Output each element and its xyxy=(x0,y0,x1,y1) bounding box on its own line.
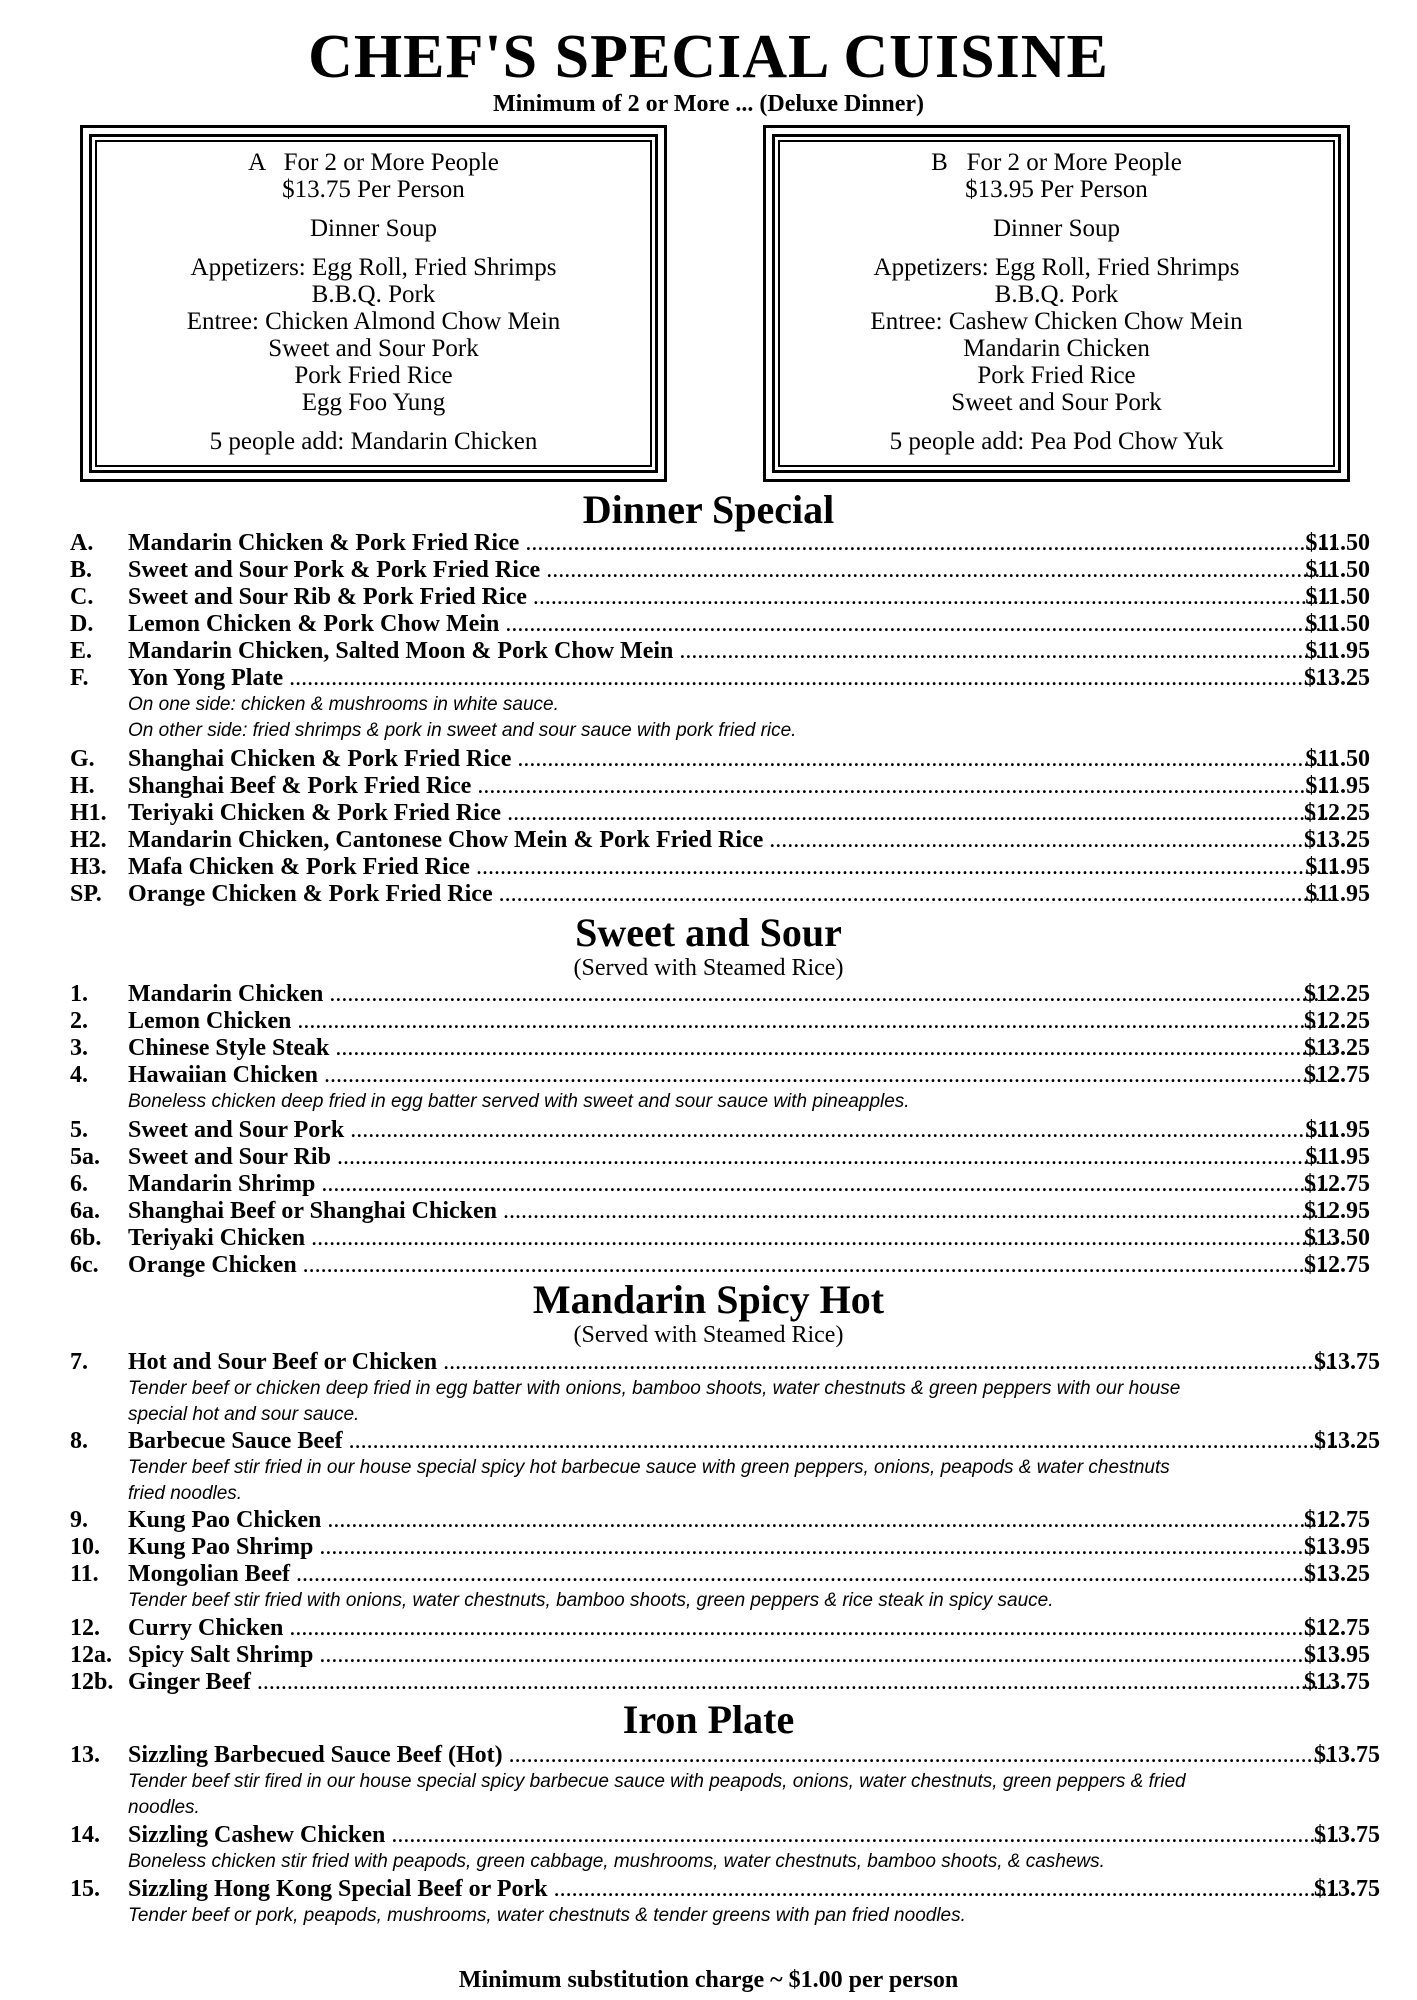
deluxe-line: Pork Fried Rice xyxy=(977,362,1136,389)
item-price: $13.95 xyxy=(1304,1534,1370,1560)
item-name: Sweet and Sour Pork & Pork Fried Rice ..... xyxy=(128,557,1338,584)
menu-item-row xyxy=(70,584,1370,611)
menu-subtitle: Minimum of 2 or More ... (Deluxe Dinner) xyxy=(492,91,925,117)
item-name: Orange Chicken ..... xyxy=(128,1252,1338,1279)
deluxe-price: $13.75 Per Person xyxy=(282,176,465,203)
item-code: 7. xyxy=(70,1349,88,1375)
item-description: On other side: fried shrimps & pork in sweet and sour sauce with pork fried rice. xyxy=(128,720,797,741)
item-code: 13. xyxy=(70,1742,100,1768)
item-price: $13.25 xyxy=(1304,1035,1370,1061)
deluxe-heading: A For 2 or More People xyxy=(248,149,499,176)
item-price: $11.95 xyxy=(1305,1117,1370,1143)
item-name: Orange Chicken & Pork Fried Rice ..... xyxy=(128,881,1338,908)
item-name: Sizzling Hong Kong Special Beef or Pork ..... xyxy=(128,1876,1338,1903)
deluxe-line: Sweet and Sour Pork xyxy=(268,335,479,362)
menu-item-row xyxy=(70,827,1370,854)
deluxe-line: Entree: Cashew Chicken Chow Mein xyxy=(870,308,1243,335)
deluxe-dinner-b xyxy=(763,125,1350,482)
item-price: $11.95 xyxy=(1305,854,1370,880)
menu-item-row xyxy=(70,557,1370,584)
item-name: Sizzling Barbecued Sauce Beef (Hot) ..... xyxy=(128,1742,1338,1769)
menu-item-row xyxy=(70,1171,1370,1198)
item-code: B. xyxy=(70,557,93,583)
section-subtitle: (Served with Steamed Rice) xyxy=(573,1322,844,1348)
menu-item-row xyxy=(70,611,1370,638)
item-code: C. xyxy=(70,584,94,610)
item-name: Sweet and Sour Rib ..... xyxy=(128,1144,1338,1171)
item-code: 15. xyxy=(70,1876,100,1902)
item-price: $13.25 xyxy=(1314,1428,1380,1454)
item-price: $12.25 xyxy=(1304,800,1370,826)
item-price: $13.25 xyxy=(1304,665,1370,691)
menu-item-row xyxy=(70,1198,1370,1225)
item-code: 6. xyxy=(70,1171,88,1197)
item-code: 14. xyxy=(70,1822,100,1848)
item-code: 9. xyxy=(70,1507,88,1533)
item-name: Spicy Salt Shrimp ..... xyxy=(128,1642,1338,1669)
item-name: Mandarin Chicken ..... xyxy=(128,981,1338,1008)
menu-item-row xyxy=(70,1876,1380,1903)
item-price: $11.95 xyxy=(1305,773,1370,799)
item-name: Sweet and Sour Rib & Pork Fried Rice ..... xyxy=(128,584,1338,611)
item-price: $11.50 xyxy=(1305,557,1370,583)
item-name: Sweet and Sour Pork ..... xyxy=(128,1117,1338,1144)
item-name: Chinese Style Steak ..... xyxy=(128,1035,1338,1062)
deluxe-line: Egg Foo Yung xyxy=(301,389,446,416)
item-code: 2. xyxy=(70,1008,88,1034)
item-name: Mandarin Shrimp ..... xyxy=(128,1171,1338,1198)
deluxe-soup: Dinner Soup xyxy=(309,215,438,242)
item-price: $12.75 xyxy=(1304,1171,1370,1197)
item-code: 1. xyxy=(70,981,88,1007)
menu-item-row xyxy=(70,1252,1370,1279)
deluxe-heading: B For 2 or More People xyxy=(931,149,1182,176)
item-name: Kung Pao Chicken ..... xyxy=(128,1507,1338,1534)
substitution-note: Minimum substitution charge ~ $1.00 per person xyxy=(458,1967,959,1993)
menu-item-row xyxy=(70,1428,1380,1455)
deluxe-line: B.B.Q. Pork xyxy=(994,281,1119,308)
item-description: fried noodles. xyxy=(128,1483,243,1504)
menu-item-row xyxy=(70,1642,1370,1669)
menu-item-row xyxy=(70,1742,1380,1769)
item-price: $12.25 xyxy=(1304,1008,1370,1034)
item-price: $13.75 xyxy=(1304,1669,1370,1695)
item-price: $12.25 xyxy=(1304,981,1370,1007)
item-price: $12.75 xyxy=(1304,1507,1370,1533)
item-code: 6b. xyxy=(70,1225,102,1251)
item-description: special hot and sour sauce. xyxy=(128,1404,360,1425)
item-code: 12b. xyxy=(70,1669,114,1695)
menu-item-row xyxy=(70,800,1370,827)
item-description: Boneless chicken deep fried in egg batter served with sweet and sour sauce with pineapples. xyxy=(128,1091,910,1112)
item-price: $12.75 xyxy=(1304,1615,1370,1641)
item-name: Mongolian Beef ..... xyxy=(128,1561,1338,1588)
menu-item-row xyxy=(70,530,1370,557)
deluxe-line: B.B.Q. Pork xyxy=(311,281,436,308)
menu-item-row xyxy=(70,1507,1370,1534)
menu-item-row xyxy=(70,1144,1370,1171)
item-price: $13.25 xyxy=(1304,1561,1370,1587)
section-title-dinner-special: Dinner Special xyxy=(582,487,835,532)
deluxe-line: Pork Fried Rice xyxy=(294,362,453,389)
item-code: F. xyxy=(70,665,89,691)
menu-item-row xyxy=(70,746,1370,773)
menu-item-row xyxy=(70,881,1370,908)
menu-item-row xyxy=(70,981,1370,1008)
menu-item-row xyxy=(70,638,1370,665)
item-price: $11.95 xyxy=(1305,881,1370,907)
item-name: Curry Chicken ..... xyxy=(128,1615,1338,1642)
item-price: $11.95 xyxy=(1305,1144,1370,1170)
menu-item-row xyxy=(70,1534,1370,1561)
item-code: SP. xyxy=(70,881,102,907)
item-code: 6a. xyxy=(70,1198,100,1224)
menu-item-row xyxy=(70,1225,1370,1252)
item-code: G. xyxy=(70,746,95,772)
item-code: 6c. xyxy=(70,1252,99,1278)
item-name: Hawaiian Chicken ..... xyxy=(128,1062,1338,1089)
item-price: $13.75 xyxy=(1314,1742,1380,1768)
item-price: $11.50 xyxy=(1305,584,1370,610)
item-name: Mandarin Chicken, Salted Moon & Pork Chow Mein ..... xyxy=(128,638,1338,665)
item-code: 5a. xyxy=(70,1144,100,1170)
item-price: $13.75 xyxy=(1314,1876,1380,1902)
item-description: Tender beef stir fried with onions, water chestnuts, bamboo shoots, green peppers & rice steak in spicy sauce. xyxy=(128,1590,1054,1611)
item-price: $12.75 xyxy=(1304,1252,1370,1278)
section-subtitle: (Served with Steamed Rice) xyxy=(573,955,844,981)
section-title-sweet-sour: Sweet and Sour xyxy=(575,910,842,955)
item-name: Hot and Sour Beef or Chicken ..... xyxy=(128,1349,1338,1376)
item-name: Yon Yong Plate ..... xyxy=(128,665,1338,692)
item-code: H1. xyxy=(70,800,107,826)
menu-title: CHEF'S SPECIAL CUISINE xyxy=(308,23,1109,91)
item-price: $13.25 xyxy=(1304,827,1370,853)
item-description: Tender beef or pork, peapods, mushrooms, water chestnuts & tender greens with pan fried noodles. xyxy=(128,1905,966,1926)
menu-item-row xyxy=(70,1008,1370,1035)
menu-item-row xyxy=(70,1822,1380,1849)
item-description: Tender beef or chicken deep fried in egg batter with onions, bamboo shoots, water chestnuts & green peppers with our house xyxy=(128,1378,1181,1399)
item-name: Mandarin Chicken, Cantonese Chow Mein & Pork Fried Rice ..... xyxy=(128,827,1338,854)
item-price: $12.75 xyxy=(1304,1062,1370,1088)
item-price: $11.50 xyxy=(1305,746,1370,772)
item-price: $13.50 xyxy=(1304,1225,1370,1251)
item-price: $13.75 xyxy=(1314,1822,1380,1848)
item-name: Ginger Beef ..... xyxy=(128,1669,1338,1696)
item-price: $13.95 xyxy=(1304,1642,1370,1668)
deluxe-line: Sweet and Sour Pork xyxy=(951,389,1162,416)
item-name: Sizzling Cashew Chicken ..... xyxy=(128,1822,1338,1849)
item-name: Kung Pao Shrimp ..... xyxy=(128,1534,1338,1561)
menu-item-row xyxy=(70,665,1370,692)
item-price: $11.50 xyxy=(1305,611,1370,637)
item-name: Lemon Chicken ..... xyxy=(128,1008,1338,1035)
item-price: $11.50 xyxy=(1305,530,1370,556)
deluxe-soup: Dinner Soup xyxy=(992,215,1121,242)
item-name: Teriyaki Chicken ..... xyxy=(128,1225,1338,1252)
menu-item-row xyxy=(70,1669,1370,1696)
deluxe-line: Appetizers: Egg Roll, Fried Shrimps xyxy=(873,254,1240,281)
item-name: Mafa Chicken & Pork Fried Rice ..... xyxy=(128,854,1338,881)
item-name: Teriyaki Chicken & Pork Fried Rice ..... xyxy=(128,800,1338,827)
deluxe-dinner-a xyxy=(80,125,667,482)
item-price: $12.95 xyxy=(1304,1198,1370,1224)
deluxe-extra: 5 people add: Mandarin Chicken xyxy=(209,428,538,455)
item-code: E. xyxy=(70,638,93,664)
menu-item-row xyxy=(70,1035,1370,1062)
item-code: A. xyxy=(70,530,94,556)
item-name: Shanghai Beef & Pork Fried Rice ..... xyxy=(128,773,1338,800)
deluxe-extra: 5 people add: Pea Pod Chow Yuk xyxy=(889,428,1224,455)
deluxe-price: $13.95 Per Person xyxy=(965,176,1148,203)
menu-item-row xyxy=(70,773,1370,800)
item-description: On one side: chicken & mushrooms in white sauce. xyxy=(128,694,559,715)
menu-item-row xyxy=(70,1117,1370,1144)
menu-item-row xyxy=(70,1561,1370,1588)
deluxe-line: Entree: Chicken Almond Chow Mein xyxy=(186,308,561,335)
item-code: 5. xyxy=(70,1117,88,1143)
menu-item-row xyxy=(70,1349,1380,1376)
item-code: 3. xyxy=(70,1035,88,1061)
item-name: Shanghai Beef or Shanghai Chicken ..... xyxy=(128,1198,1338,1225)
item-code: H. xyxy=(70,773,95,799)
menu-item-row xyxy=(70,1062,1370,1089)
item-name: Mandarin Chicken & Pork Fried Rice ..... xyxy=(128,530,1338,557)
item-code: 4. xyxy=(70,1062,88,1088)
section-title-iron-plate: Iron Plate xyxy=(622,1697,795,1742)
section-title-spicy-hot: Mandarin Spicy Hot xyxy=(532,1277,885,1322)
item-code: 12. xyxy=(70,1615,100,1641)
item-name: Shanghai Chicken & Pork Fried Rice ..... xyxy=(128,746,1338,773)
item-code: 8. xyxy=(70,1428,88,1454)
item-price: $13.75 xyxy=(1314,1349,1380,1375)
deluxe-line: Appetizers: Egg Roll, Fried Shrimps xyxy=(190,254,557,281)
item-description: noodles. xyxy=(128,1797,200,1818)
item-code: H2. xyxy=(70,827,107,853)
item-description: Tender beef stir fired in our house special spicy barbecue sauce with peapods, onions, water chestnuts, green peppers & fried xyxy=(128,1771,1186,1792)
item-name: Barbecue Sauce Beef ..... xyxy=(128,1428,1338,1455)
item-price: $11.95 xyxy=(1305,638,1370,664)
item-description: Tender beef stir fried in our house special spicy hot barbecue sauce with green peppers, onions, peapods & water chestnuts xyxy=(128,1457,1170,1478)
item-code: H3. xyxy=(70,854,107,880)
item-code: 10. xyxy=(70,1534,100,1560)
menu-item-row xyxy=(70,854,1370,881)
deluxe-line: Mandarin Chicken xyxy=(963,335,1150,362)
item-code: 11. xyxy=(70,1561,99,1587)
item-name: Lemon Chicken & Pork Chow Mein ..... xyxy=(128,611,1338,638)
item-code: 12a. xyxy=(70,1642,112,1668)
item-description: Boneless chicken stir fried with peapods, green cabbage, mushrooms, water chestnuts, bamboo shoots, & cashews. xyxy=(128,1851,1105,1872)
menu-item-row xyxy=(70,1615,1370,1642)
item-code: D. xyxy=(70,611,94,637)
